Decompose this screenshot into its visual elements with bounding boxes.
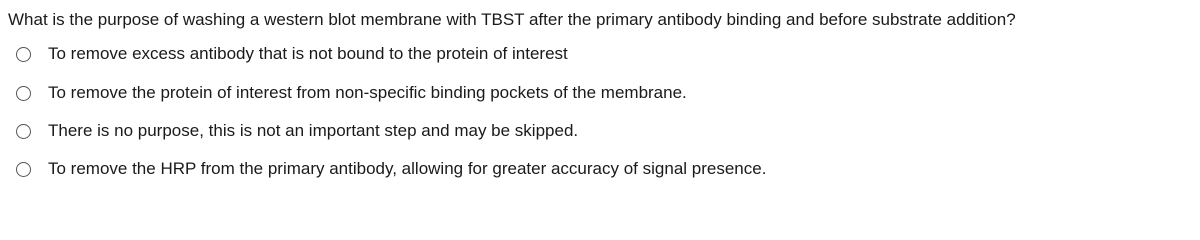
question-text: What is the purpose of washing a western blot membrane with TBST after the primary antibody binding and before substrate addition?	[8, 10, 1016, 29]
radio-button-icon[interactable]	[16, 124, 31, 139]
answer-option-label[interactable]: There is no purpose, this is not an important step and may be skipped.	[48, 121, 579, 140]
radio-button-icon[interactable]	[16, 86, 31, 101]
radio-button-icon[interactable]	[16, 162, 31, 177]
radio-button-icon[interactable]	[16, 47, 31, 62]
answer-option-3[interactable]	[16, 119, 578, 143]
answer-option-label[interactable]: To remove excess antibody that is not bound to the protein of interest	[48, 44, 568, 63]
answer-option-2[interactable]	[16, 81, 687, 105]
answer-option-1[interactable]	[16, 42, 568, 66]
answer-option-label[interactable]: To remove the protein of interest from non-specific binding pockets of the membrane.	[48, 83, 687, 102]
answer-option-4[interactable]	[16, 157, 766, 181]
answer-option-label[interactable]: To remove the HRP from the primary antibody, allowing for greater accuracy of signal presence.	[48, 159, 767, 178]
